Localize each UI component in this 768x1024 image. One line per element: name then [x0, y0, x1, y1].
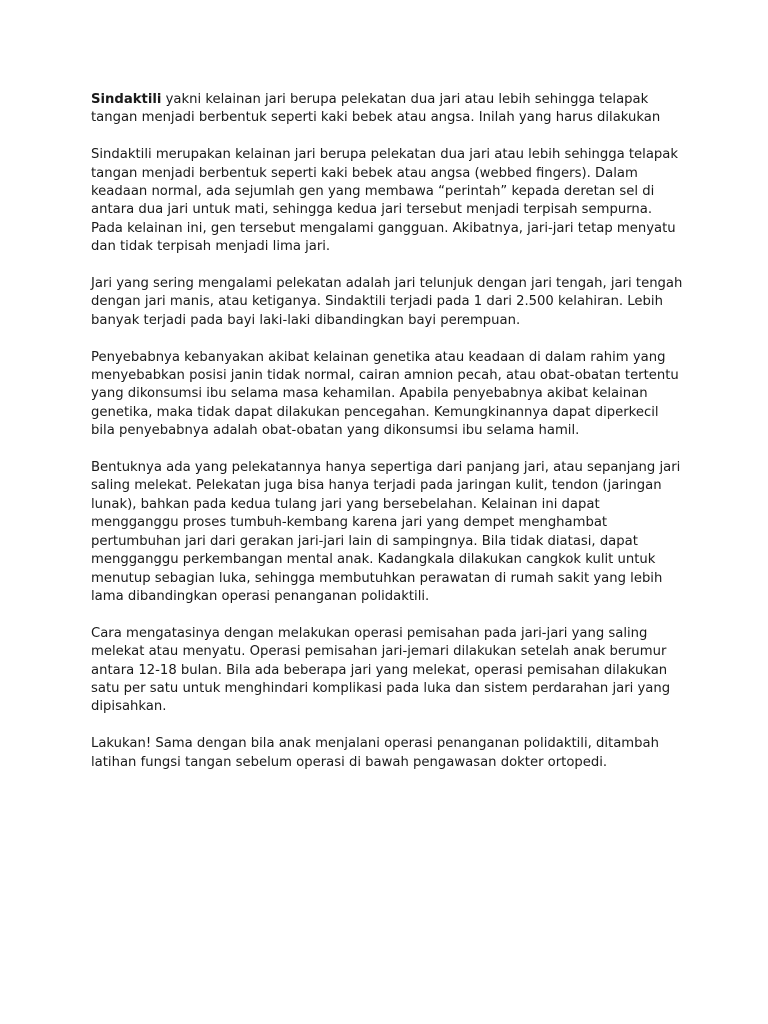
paragraph-forms: Bentuknya ada yang pelekatannya hanya sepertiga dari panjang jari, atau sepanjang jari saling melekat. Pelekatan juga bisa hanya terjadi pada jaringan kulit, tendon (jaringan lunak), bahkan pada kedua tulang jari yang bersebelahan. Kelainan ini dapat mengganggu proses tumbuh-kembang karena jari yang dempet menghambat pertumbuhan jari dari gerakan jari-jari lain di sampingnya. Bila tidak diatasi, dapat mengganggu perkembangan mental anak. Kadangkala dilakukan cangkok kulit untuk menutup sebagian luka, sehingga membutuhkan perawatan di rumah sakit yang lebih lama dibandingkan operasi penanganan polidaktili. [91, 460, 681, 604]
intro-text: yakni kelainan jari berupa pelekatan dua jari atau lebih sehingga telapak tangan menjadi berbentuk seperti kaki bebek atau angsa. Inilah yang harus dilakukan [91, 92, 661, 126]
intro-paragraph [91, 91, 683, 128]
paragraph-treatment: Cara mengatasinya dengan melakukan operasi pemisahan pada jari-jari yang saling melekat atau menyatu. Operasi pemisahan jari-jemari dilakukan setelah anak berumur antara 12-18 bulan. Bila ada beberapa jari yang melekat, operasi pemisahan dilakukan satu per satu untuk menghindari komplikasi pada luka dan sistem perdarahan jari yang dipisahkan. [91, 625, 671, 715]
document-body [91, 91, 683, 790]
paragraph-definition: Sindaktili merupakan kelainan jari berupa pelekatan dua jari atau lebih sehingga telapak tangan menjadi berbentuk seperti kaki bebek atau angsa (webbed fingers). Dalam keadaan normal, ada sejumlah gen yang membawa “perintah” kepada deretan sel di antara dua jari untuk mati, sehingga kedua jari tersebut menjadi terpisah sempurna. Pada kelainan ini, gen tersebut mengalami gangguan. Akibatnya, jari-jari tetap menyatu dan tidak terpisah menjadi lima jari. [91, 147, 678, 255]
paragraph-action: Lakukan! Sama dengan bila anak menjalani operasi penanganan polidaktili, ditambah latihan fungsi tangan sebelum operasi di bawah pengawasan dokter ortopedi. [91, 736, 659, 770]
paragraph-occurrence: Jari yang sering mengalami pelekatan adalah jari telunjuk dengan jari tengah, jari tengah dengan jari manis, atau ketiganya. Sindaktili terjadi pada 1 dari 2.500 kelahiran. Lebih banyak terjadi pada bayi laki-laki dibandingkan bayi perempuan. [91, 276, 683, 328]
lead-term: Sindaktili [91, 92, 162, 107]
paragraph-causes: Penyebabnya kebanyakan akibat kelainan genetika atau keadaan di dalam rahim yang menyebabkan posisi janin tidak normal, cairan amnion pecah, atau obat-obatan tertentu yang dikonsumsi ibu selama masa kehamilan. Apabila penyebabnya akibat kelainan genetika, maka tidak dapat dilakukan pencegahan. Kemungkinannya dapat diperkecil bila penyebabnya adalah obat-obatan yang dikonsumsi ibu selama hamil. [91, 349, 679, 439]
